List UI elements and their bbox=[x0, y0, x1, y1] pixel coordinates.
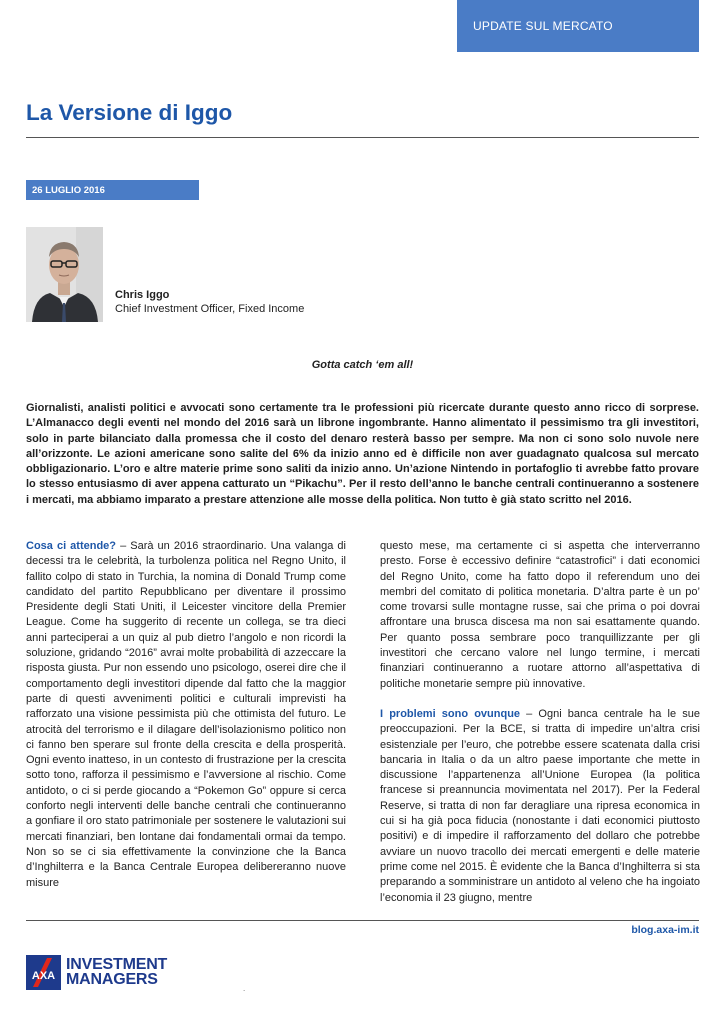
section-heading: Cosa ci attende? bbox=[26, 540, 117, 552]
author-role: Chief Investment Officer, Fixed Income bbox=[115, 303, 305, 315]
blog-link[interactable]: blog.axa-im.it bbox=[631, 924, 699, 936]
body-paragraph: questo mese, ma certamente ci si aspetta che interverranno presto. Forse è eccessivo definire “catastrofici” i dati economici del Regno Unito, come ha fatto dopo il referendum uno dei membri del comitato di politica monetaria. D’altra parte è un po’ come trovarsi sulle montagne russe, sai che prima o poi dovrai affrontare una brusca discesa ma non sai esattamente quando. Per quanto possa sembrare poco tranquillizzante per gli investitori che cercano valore nel lungo termine, i mercati finanziari continueranno a ruotare attorno all’aspettativa di politiche monetarie sempre più innovative. bbox=[380, 540, 700, 690]
logo-line-1: INVESTMENT bbox=[66, 956, 168, 973]
axa-logo-icon bbox=[26, 955, 61, 990]
title-divider bbox=[26, 137, 699, 138]
footer-dot: . bbox=[243, 984, 246, 993]
body-column-left bbox=[26, 539, 346, 891]
intro-paragraph: Giornalisti, analisti politici e avvocati sono certamente tra le professioni più ricercate durante questo anno ricco di sorprese. L’Almanacco degli eventi nel mondo del 2016 sarà un librone ingombrante. Hanno alimentato il pessimismo tra gli investitori, solo in parte bilanciato dalla promessa che il costo del denaro resterà basso per sempre. Ma non ci sono solo nuvole nere all’orizzonte. Le azioni americane sono salite del 6% da inizio anno ed è difficile non aver guadagnato qualcosa sul mercato obbligazionario. L’oro e altre materie prime sono saliti da inizio anno. Un’azione Nintendo in portafoglio ti avrebbe fatto provare lo stesso entusiasmo di aver appena catturato un “Pikachu”. Per il resto dell’anno le banche centrali continueranno a sostenere i mercati, ma abbiamo imparato a prestare attenzione alle mosse della politica. Non tutto è già stato scritto nel 2016. bbox=[26, 402, 699, 506]
axa-im-logo bbox=[26, 955, 167, 990]
page-title: La Versione di Iggo bbox=[26, 100, 233, 125]
body-column-right bbox=[380, 539, 700, 906]
logo-wordmark bbox=[66, 958, 167, 987]
date-label: 26 LUGLIO 2016 bbox=[32, 184, 105, 196]
svg-text:AXA: AXA bbox=[31, 970, 56, 982]
paragraph-text: – Ogni banca centrale ha le sue preoccupazioni. Per la BCE, si tratta di impedire un’altra crisi esistenziale per l’euro, che potrebbe essere scatenata dalla crisi bancaria in Italia o da un altro paese importante che mette in discussione l’appartenenza all’Unione Europea (la politica francese si preannuncia movimentata nel 2017). Per la Federal Reserve, si tratta di non far deragliare una ripresa economica in cui si ha già poca fiducia (nonostante i dati economici piuttosto positivi) e di impedire il rafforzamento del dollaro che potrebbe avviare un nuovo tracollo dei mercati emergenti e delle materie prime come nel 2015. È evidente che la Banca d’Inghilterra si sta preparando a somministrare un antidoto al veleno che ha ingoiato l’economia il 23 giugno, mentre bbox=[380, 707, 700, 904]
date-badge bbox=[26, 180, 199, 200]
author-photo bbox=[26, 227, 103, 322]
author-portrait-image bbox=[26, 227, 103, 322]
market-update-banner bbox=[457, 0, 699, 52]
body-paragraph bbox=[26, 539, 346, 891]
section-heading: I problemi sono ovunque bbox=[380, 707, 521, 720]
author-name: Chris Iggo bbox=[115, 289, 170, 301]
body-paragraph bbox=[380, 707, 700, 906]
logo-line-2: MANAGERS bbox=[66, 970, 158, 988]
paragraph-text: – Sarà un 2016 straordinario. Una valanga di decessi tra le celebrità, la turbolenza politica nel Regno Unito, il fallito colpo di stato in Turchia, la nomina di Donald Trump come candidato del partito Repubblicano per diventare il prossimo Presidente degli Stati Uniti, il Leicester vincitore della Premier League. Come ha suggerito di recente un collega, se tra dieci anni parteciperai a un quiz al pub dietro l’angolo e non ricordi la soluzione, gridando “2016” avrai molte probabilità di azzeccare la risposta giusta. Pur non essendo uno psicologo, oserei dire che il comportamento degli investitori dipende dal fatto che la maggior parte di questi avvenimenti politici e culturali imprevisti ha rafforzato una visione pessimista più che ottimista del futuro. Le atrocità del terrorismo e il dilagare dell’isolazionismo politico non ci fanno ben sperare sul fronte della crescita e della prosperità. Ogni evento inatteso, in un contesto di frustrazione per la crescita sotto tono, rafforza il pessimismo e l’avversione al rischio. Come antidoto, o ci si perde giocando a “Pokemon Go” oppure si cerca conforto negli interventi delle banche centrali che continueranno a gonfiare il oro stato patrimoniale per sostenere le valutazioni sui mercati finanziari, ben lontane dai fondamentali ormai da tempo. Non so se ci sia effettivamente la convinzione che la Banca d’Inghilterra e la Banca Centrale Europea delibereranno nuove misure bbox=[26, 540, 346, 889]
footer-divider bbox=[26, 920, 699, 921]
market-update-label: UPDATE SUL MERCATO bbox=[473, 19, 613, 33]
article-subtitle: Gotta catch ‘em all! bbox=[311, 359, 414, 371]
